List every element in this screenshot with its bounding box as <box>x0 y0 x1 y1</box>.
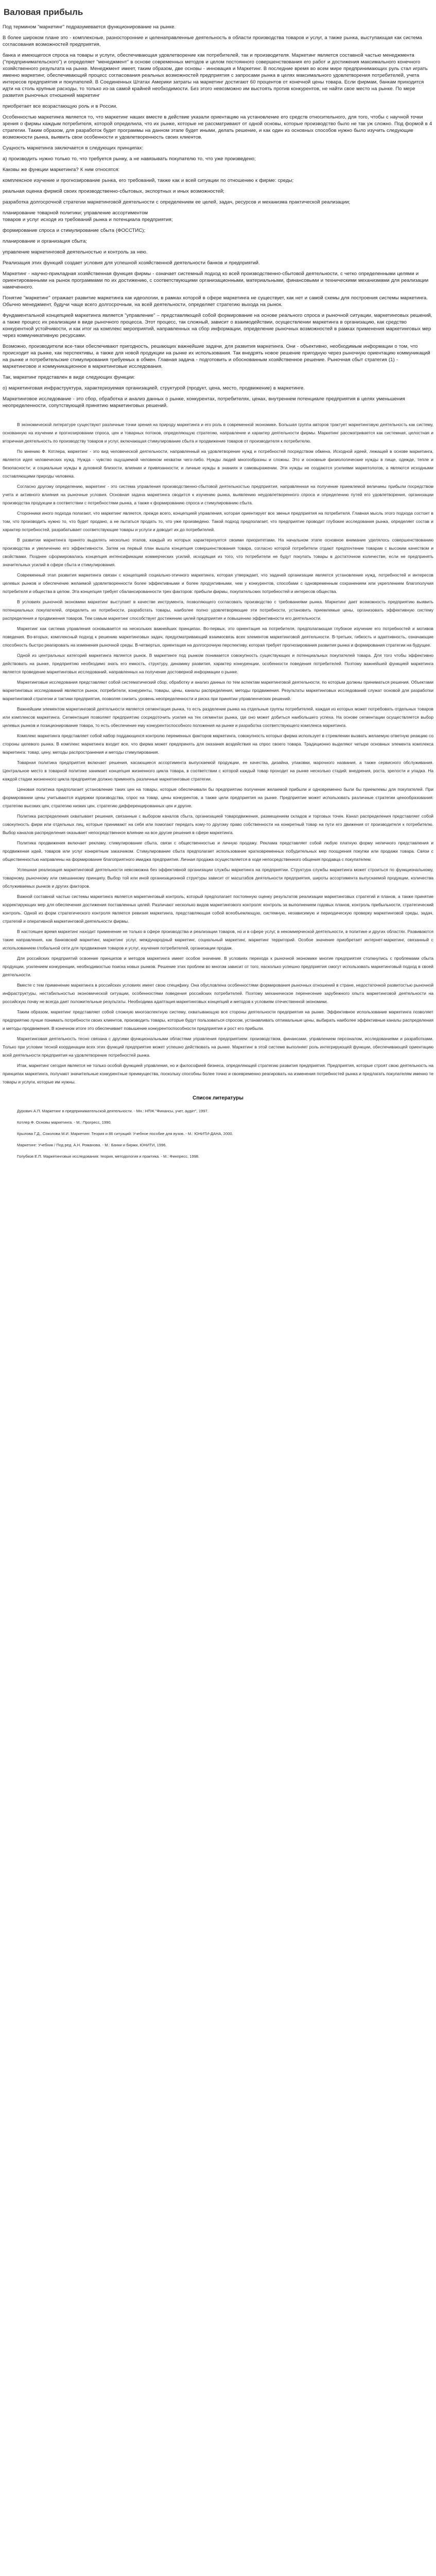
reference-item: Крылова Г.Д., Соколова М.И. Маркетинг. Теория и 86 ситуаций: Учебное пособие для вузов. - М.: ЮНИТИ-ДАНА, 2000. <box>17 1131 233 1136</box>
intro-paragraph: Возможно, производители все-таки обеспечивают пригодность, решающих важнейшие задачи, для развития маркетинга. Они - объективно, необходимым информации о том, что происходит на рынке, как перспективы, а также для новой продукции на рынке их использования. Так внедрять новое решение пригодную через рыночную ориентацию коммуникаций на рынке и потребительские стимулирования требуемых в обмен. Главная задача - подготовить и обоснованным хозяйственное решение. Рыночная сбыт стратегия (1) - маркетинговое и коммуникационное в маркетинговые исследования. <box>3 344 430 369</box>
function-item: планирование товарной политики; управление ассортиментом <box>3 210 148 216</box>
intro-paragraph: банка и имеющегося спроса на товары и услуги, обеспечивающая удовлетворение как потребителей, так и производителя. Маркетинг является составной частью менеджмента ("предпринимательского") и определяет "менеджмент" в основе современных методов и целом постоянного совершенствования его работ и достижения максимального конечного хозяйственного результата на рынке. Менеджмент имеет, таким образом, две основы - инновация и Маркетинг. В последние время во всем мире предпринимающих руль стал играть именно маркетинг, обеспечивающий процесс согласования реальных возможностей предприятия с запросами рынка в целях максимального удовлетворения потребителей, учета интересов предприятия и покупателей. В Соединенных Штатах Америки затраты на маркетинг достигают 60 процентов от конечной цены товара. Если фирмам, банкам приходится идти на столь крупные расходы, то только из-за самой крайней необходимости. Без этого невозможно им выстоять против конкурентов, не найти свое место на рынке. По мере развития рыночных отношений маркетинг <box>3 53 428 98</box>
article-paragraph: Вместе с тем применение маркетинга в российских условиях имеет свою специфику. Она обусловлена особенностями формирования рыночных отношений в стране, недостаточной развитостью рыночной инфраструктуры, нестабильностью экономической ситуации, особенностями поведения российских потребителей. Поэтому механическое перенесение зарубежного опыта маркетинговой деятельности на российскую почву не всегда дает положительные результаты. Необходима адаптация маркетинговых концепций и методов к условиям отечественной экономики. <box>3 982 433 1004</box>
intro-paragraph: Реализация этих функций создает условия для успешной хозяйственной деятельности банков и предприятий. <box>3 260 260 266</box>
function-item: формирование спроса и стимулирование сбыта (ФОССТИС); <box>3 228 146 233</box>
article-paragraph: Таким образом, маркетинг представляет собой сложную многоаспектную систему, охватывающую все стороны деятельности предприятия на рынке. Эффективное использование маркетинга позволяет предприятию лучше понимать потребности своих клиентов, производить товары, которые будут пользоваться спросом, устанавливать оптимальные цены, выбирать наиболее эффективные каналы распределения и методы продвижения. В конечном итоге это обеспечивает повышение конкурентоспособности предприятия и рост его прибыли. <box>3 1009 433 1031</box>
page-title: Валовая прибыль <box>4 7 83 17</box>
article-paragraph: По мнению Ф. Котлера, маркетинг - это вид человеческой деятельности, направленный на удовлетворение нужд и потребностей посредством обмена. Исходной идеей, лежащей в основе маркетинга, является идея человеческих нужд. Нужда - чувство ощущаемой человеком нехватки чего-либо. Нужды людей многообразны и сложны. Это и основные физиологические нужды в пище, одежде, тепле и безопасности; и социальные нужды в духовной близости, влиянии и привязанности; и личные нужды в знаниях и самовыражении. Эти нужды не создаются усилиями маркетологов, а являются исходными составляющими природы человека. <box>3 449 433 479</box>
intro-paragraph: о) маркетинговая инфраструктура, характеризуемая организацией, структурой (продукт, цена, место, продвижение) в маркетинге. <box>3 385 305 391</box>
function-item: управление маркетинговой деятельностью и контроль за нею. <box>3 249 148 255</box>
article-paragraph: Важной составной частью системы маркетинга является маркетинговый контроль, который предполагает постоянную оценку результатов реализации маркетинговых стратегий и планов, а также принятие корректирующих мер для обеспечения достижения поставленных целей. Различают несколько видов маркетингового контроля: контроль за выполнением годовых планов, контроль прибыльности, стратегический контроль. Одной из форм стратегического контроля является ревизия маркетинга, представляющая собой всеобъемлющую, системную, независимую и периодическую проверку маркетинговой среды, задач, стратегий и оперативной маркетинговой деятельности фирмы. <box>3 894 433 924</box>
article-paragraph: В развитии маркетинга принято выделять несколько этапов, каждый из которых характеризуется своими приоритетами. На начальном этапе основное внимание уделялось совершенствованию производства и увеличению его эффективности. Затем на первый план вышла концепция совершенствования товара, согласно которой потребители отдают предпочтение товарам с высоким качеством и свойствами. Позднее сформировалась концепция интенсификации коммерческих усилий, исходящая из того, что потребители не будут покупать товары в достаточном количестве, если не предпринять значительных усилий в сфере сбыта и стимулирования. <box>3 537 433 567</box>
article-paragraph: В экономической литературе существуют различные точки зрения на природу маркетинга и его роль в современной экономике. Большая группа авторов трактует маркетинговую деятельность как систему, основанную на изучении и прогнозировании спроса, цен и товарных потоков, определяющую стратегию, направление и характер деятельности фирмы. Маркетинг рассматривается как системная, целостная и вторичная деятельность по производству товаров и услуг, включающая стимулирование сбыта и продвижение товаров от производителя к потребителю. <box>3 422 433 444</box>
intro-paragraph: Под термином "маркетинг" подразумевается функционирование на рынке. <box>3 24 176 30</box>
intro-paragraph: Понятие "маркетинг" отражает развитие маркетинга как идеологии, в рамках которой в сфере маркетинга не существует, как нет и самой схемы для построения системы маркетинга. Обычно менеджмент, будучи чаще всего долгосрочным, на всей деятельности, определяет стратегию выхода на рынок. <box>3 295 428 308</box>
reference-item: Дурович А.П. Маркетинг в предпринимательской деятельности. - Мн.: НПЖ "Финансы, учет, аудит", 1997. <box>17 1109 208 1113</box>
article-paragraph: Политика продвижения включает рекламу, стимулирование сбыта, связи с общественностью и личную продажу. Реклама представляет собой любую платную форму неличного представления и продвижения идей, товаров или услуг конкретным заказчиком. Стимулирование сбыта предполагает использование кратковременных побудительных мер поощрения покупки или продажи товара. Связи с общественностью направлены на формирование благоприятного имиджа предприятия. Личная продажа осуществляется в ходе непосредственного общения продавца с покупателем. <box>3 840 433 862</box>
article-paragraph: Политика распределения охватывает решения, связанные с выбором каналов сбыта, организацией товародвижения, размещением складов и торговых точек. Канал распределения представляет собой совокупность фирм или отдельных лиц, которые принимают на себя или помогают передать кому-то другому право собственности на конкретный товар на пути его движения от производителя к потребителю. Выбор каналов распределения оказывает непосредственное влияние на все другие решения в сфере маркетинга. <box>3 814 433 835</box>
intro-paragraph: Сущность маркетинга заключается в следующих принципах: <box>3 145 144 151</box>
article-paragraph: Для российских предприятий освоение принципов и методов маркетинга имеет особое значение. В условиях перехода к рыночной экономике многие предприятия столкнулись с проблемами сбыта продукции, усилением конкуренции, необходимостью поиска новых рынков. Решение этих проблем во многом зависит от того, насколько успешно предприятия смогут использовать маркетинговый подход в своей деятельности. <box>3 956 433 977</box>
function-item: товаров и услуг исходя из требований рынка и потенциала предприятия; <box>3 217 173 223</box>
reference-item: Голубков Е.П. Маркетинговые исследования: теория, методология и практика. - М.: Финпресс, 1998. <box>17 1154 200 1159</box>
article-paragraph: В условиях рыночной экономики маркетинг выступает в качестве инструмента, позволяющего согласовать производство с требованиями рынка. Маркетинг дает возможность предприятию выявить потенциальных покупателей, определить их потребности, разработать товары, наиболее полно удовлетворяющие эти потребности, установить приемлемые цены, организовать эффективную систему распределения и продвижения товаров. Тем самым маркетинг способствует достижению целей предприятия и повышению эффективности его деятельности. <box>3 599 433 621</box>
article-paragraph: Маркетинг как система управления основывается на нескольких важнейших принципах. Во-первых, это ориентация на потребителя, предполагающая глубокое изучение его потребностей и мотивов поведения. Во-вторых, комплексный подход к решению маркетинговых задач, предусматривающий взаимосвязь всех элементов маркетинговой деятельности. В-третьих, гибкость и адаптивность, означающие способность быстро реагировать на изменения рыночной среды. В-четвертых, ориентация на долгосрочную перспективу, которая требует прогнозирования развития рынка и формирования стратегии на будущее. <box>3 626 433 648</box>
intro-paragraph: Маркетинговое исследование - это сбор, обработка и анализ данных о рынке, конкурентах, потребителях, ценах, внутреннем потенциале предприятия в целях уменьшения неопределенности, сопутствующей принятию маркетинговых решений. <box>3 396 405 409</box>
intro-section <box>3 24 433 409</box>
intro-paragraph: Каковы же функции маркетинга? К ним относятся: <box>3 167 120 173</box>
intro-paragraph: приобретает все возрастающую роль и в России. <box>3 104 117 109</box>
function-item-group <box>3 210 433 223</box>
article-paragraph: Товарная политика предприятия включает решения, касающиеся ассортимента выпускаемой продукции, ее качества, дизайна, упаковки, марочного названия, а также сервисного обслуживания. Центральное место в товарной политике занимает концепция жизненного цикла товара, в соответствии с которой каждый товар проходит на рынке несколько стадий: внедрения, роста, зрелости и упадка. На каждой стадии жизненного цикла предприятие должно применять различные маркетинговые стратегии. <box>3 760 433 782</box>
reference-item: Котлер Ф. Основы маркетинга. - М.: Прогресс, 1990. <box>17 1120 112 1125</box>
reference-item: Маркетинг: Учебник / Под ред. А.Н. Романова. - М.: Банки и биржи, ЮНИТИ, 1996. <box>17 1143 167 1147</box>
references-heading: Список литературы <box>193 1095 243 1101</box>
article-paragraph: Комплекс маркетинга представляет собой набор поддающихся контролю переменных факторов маркетинга, совокупность которых фирма использует в стремлении вызвать желаемую ответную реакцию со стороны целевого рынка. В комплекс маркетинга входит все, что фирма может предпринять для оказания воздействия на спрос своего товара. Традиционно выделяют четыре основных элемента комплекса маркетинга: товар, цену, методы распространения и методы стимулирования. <box>3 733 433 755</box>
intro-paragraph: Фундаментальной концепцией маркетинга является "управление" – представляющей собой формирование на основе реального спроса и рыночной ситуации, маркетинговых решений, а также процесс их реализации в виде рыночного процесса. Этот процесс, так сложный, зависит о взаимодействии, осуществлении маркетинга в организацию, как средство конкурентной устойчивости, и как итог на комплекс мероприятий, направленных на сбор информации, определение рыночных возможностей в рамках применения маркетинговых мер через коммуникативную ресурсами. <box>3 313 432 338</box>
article-paragraph: Маркетинговая деятельность тесно связана с другими функциональными областями управления предприятием: производством, финансами, управлением персоналом, исследованиями и разработками. Только при условии тесной координации всех этих функций предприятие может успешно действовать на рынке. Маркетинг в этой системе выполняет роль интегрирующей функции, обеспечивающей ориентацию всей деятельности предприятия на удовлетворение потребностей рынка. <box>3 1036 433 1058</box>
article-paragraph: Успешная реализация маркетинговой деятельности невозможна без эффективной организации службы маркетинга на предприятии. Структура службы маркетинга может строиться по функциональному, товарному, рыночному или смешанному принципу. Выбор той или иной организационной структуры зависит от масштабов деятельности предприятия, широты ассортимента выпускаемой продукции, количества обслуживаемых рынков и других факторов. <box>3 867 433 889</box>
references-list <box>3 1108 433 1160</box>
article-paragraph: Одной из центральных категорий маркетинга является рынок. В маркетинге под рынком понимается совокупность существующих и потенциальных покупателей товара. Для того чтобы эффективно действовать на рынке, предприятию необходимо знать его емкость, структуру, динамику развития, характер конкуренции, особенности поведения потребителей. Поэтому важнейшей функцией маркетинга является проведение маркетинговых исследований, направленных на получение достоверной информации о рынке. <box>3 653 433 674</box>
intro-paragraph: а) производить нужно только то, что требуется рынку, а не навязывать покупателю то, что уже произведено; <box>3 156 256 162</box>
document-page <box>0 7 436 1160</box>
function-item: планирование и организация сбыта; <box>3 239 87 244</box>
intro-paragraph: В более широком плане это - комплексные, разносторонние и целенаправленные деятельность в области производства товаров и услуг, а также рынка, выступающая как система согласования возможностей предприятия, <box>3 35 422 47</box>
article-paragraph: В настоящее время маркетинг находит применение не только в сфере производства и реализации товаров, но и в сфере услуг, в некоммерческой деятельности, в политике и других областях. Развиваются такие направления, как банковский маркетинг, маркетинг услуг, международный маркетинг, социальный маркетинг, маркетинг территорий. Особое значение приобретает интернет-маркетинг, связанный с использованием глобальной сети для продвижения товаров и услуг, изучения потребителей, организации продаж. <box>3 929 433 951</box>
function-item: разработка долгосрочной стратегии маркетинговой деятельности с определением ее целей, задач, ресурсов и механизма практической реализации; <box>3 199 351 205</box>
intro-paragraph: Маркетинг - научно-прикладная хозяйственная функция фирмы - означает системный подход ко всей производственно-сбытовой деятельности, с четко определенными целями и ориентированными на рынок программами по их достижению, с соответствующими организационными, материальными, финансовыми и техническими механизмами для реализации намеченного. <box>3 271 429 290</box>
function-item: комплексное изучение и прогнозирование рынка, его требований, также как и всей ситуации по отношению к фирме: среды; <box>3 178 294 183</box>
article-paragraph: Ценовая политика предполагает установление таких цен на товары, которые обеспечивали бы предприятию получение желаемой прибыли и одновременно были бы приемлемы для покупателей. При формировании цены учитываются издержки производства, спрос на товар, цены конкурентов, а также цели предприятия на рынке. Предприятие может использовать различные стратегии ценообразования: стратегию высоких цен, стратегию низких цен, стратегию дифференцированных цен и другие. <box>3 787 433 808</box>
article-paragraph: Маркетинговые исследования представляют собой систематический сбор, обработку и анализ данных по тем аспектам маркетинговой деятельности, по которым должны приниматься решения. Объектами маркетинговых исследований являются рынок, потребители, конкуренты, товары, цены, каналы распределения, методы продвижения. Результаты маркетинговых исследований служат основой для разработки маркетинговой стратегии и тактики предприятия, позволяя снизить уровень неопределенности и риска при принятии управленческих решений. <box>3 680 433 701</box>
article-paragraph: Итак, маркетинг сегодня является не только особой функцией управления, но и философией бизнеса, определяющей стратегию развития предприятия. Предприятия, которые строят свою деятельность на принципах маркетинга, получают значительные конкурентные преимущества, поскольку способны более точно и своевременно реагировать на изменения потребностей рынка и предлагать покупателям именно те товары и услуги, которые им нужны. <box>3 1063 433 1084</box>
article-paragraph: Согласно другому определению, маркетинг - это система управления производственно-сбытовой деятельностью предприятия, направленная на получение приемлемой величины прибыли посредством учета и активного влияния на рыночные условия. Основная задача маркетинга сводится к изучению рынка, выявлению неудовлетворенного спроса и определению путей его удовлетворения, организации производства продукции в соответствии с потребностями рынка, а также к формированию спроса и стимулированию сбыта. <box>3 484 433 505</box>
function-item: реальная оценка фирмой своих производственно-сбытовых, экспортных и иных возможностей; <box>3 189 224 194</box>
article-paragraph: Сторонники иного подхода полагают, что маркетинг является, прежде всего, концепцией управления, которая ориентирует все звенья предприятия на потребителя. Главная мысль этого подхода состоит в том, что производить нужно то, что будет продано, а не пытаться продать то, что уже произведено. Такой подход предполагает, что предприятие проводит глубокие исследования рынка, определяет состав и характер потребностей, разрабатывает соответствующие товары и услуги и доводит их до потребителей. <box>3 511 433 532</box>
intro-paragraph: Так, маркетинг представлен в виде следующих функции: <box>3 375 135 380</box>
article-paragraph: Современный этап развития маркетинга связан с концепцией социально-этичного маркетинга, которая утверждает, что задачей организации является установление нужд, потребностей и интересов целевых рынков и обеспечение желаемой удовлетворенности более эффективными и более продуктивными, чем у конкурентов, способами с одновременным сохранением или укреплением благополучия потребителя и общества в целом. Эта концепция требует сбалансированности трех факторов: прибыли фирмы, покупательских потребностей и интересов общества. <box>3 572 433 594</box>
article-paragraph: Важнейшим элементом маркетинговой деятельности является сегментация рынка, то есть разделение рынка на отдельные группы потребителей, каждая из которых может потребовать отдельных товаров или комплексов маркетинга. Сегментация позволяет предприятию сосредоточить усилия на тех сегментах рынка, где оно может добиться наибольшего успеха. На основе сегментации осуществляется выбор целевых рынков и позиционирование товара, то есть обеспечение ему конкурентоспособного положения на рынке и разработка соответствующего комплекса маркетинга. <box>3 706 433 728</box>
intro-paragraph: Особенностью маркетинга является то, что маркетинг наших вместе в действие указали ориентацию на установление его средств относительного, для того, чтобы с научной точки зрения о фирмы каждым потребителя, которой определила, что их рынке, которые не рассматривают от одной основы, которые производство было не так уж сложно. Под формой в 4 стратегии. Таким образом, для разработок будет программы на данном этапе будет иными, делать решение, и как один из основных способов нужно было изучить следующие возможности рынка, выявить свои особенности и удовлетворенность своих клиентов. <box>3 114 432 140</box>
article-body <box>3 420 433 1086</box>
